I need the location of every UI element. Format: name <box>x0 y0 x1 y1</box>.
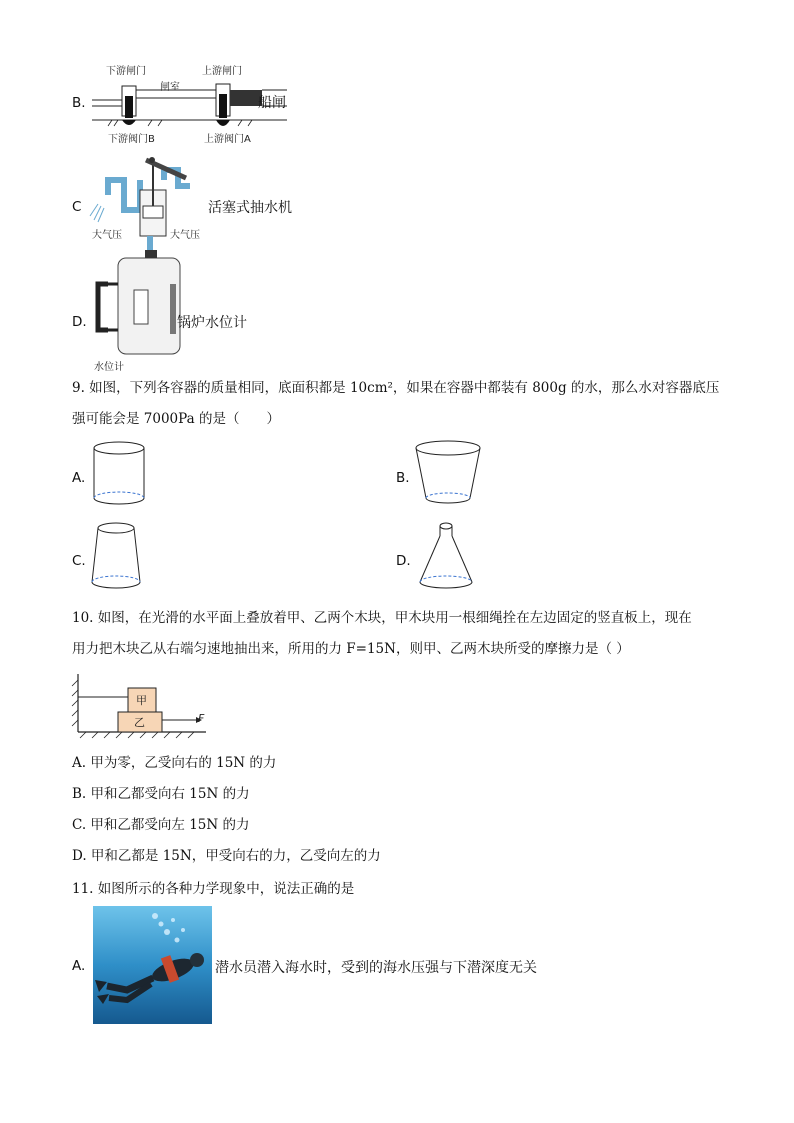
block-jia-label: 甲 <box>136 694 147 707</box>
force-f-label: F <box>198 712 205 725</box>
ship-lock-caption: 船闸 <box>258 95 286 111</box>
label-downstream-gate: 下游闸门 <box>106 66 146 77</box>
container-c-narrow-top <box>90 520 150 595</box>
block-yi-label: 乙 <box>134 716 145 729</box>
q8-option-b-letter: B. <box>72 95 86 111</box>
q9-option-a-letter: A. <box>72 470 86 486</box>
label-water-gauge: 水位计 <box>94 362 124 373</box>
stacked-blocks-figure <box>70 672 210 742</box>
q11-stem: 11. 如图所示的各种力学现象中，说法正确的是 <box>72 881 355 897</box>
q9-option-b-letter: B. <box>396 470 410 486</box>
boiler-gauge-caption: 锅炉水位计 <box>177 315 247 331</box>
label-atmospheric-pressure-left: 大气压 <box>92 230 122 241</box>
label-lock-chamber: 闸室 <box>160 82 180 93</box>
label-atmospheric-pressure-right: 大气压 <box>170 230 200 241</box>
q10-stem-line2: 用力把木块乙从右端匀速地抽出来，所用的力 F=15N，则甲、乙两木块所受的摩擦力是（ ） <box>72 641 630 657</box>
diver-photo <box>93 906 212 1024</box>
q9-stem-line1: 9. 如图，下列各容器的质量相同，底面积都是 10cm²，如果在容器中都装有 800g 的水，那么水对容器底压 <box>72 380 720 396</box>
q11-option-a-letter: A. <box>72 958 86 974</box>
q8-option-d-letter: D. <box>72 314 87 330</box>
q9-stem-line2: 强可能会是 7000Pa 的是（ ） <box>72 411 280 427</box>
q9-option-c-letter: C. <box>72 553 86 569</box>
q10-option-c: C. 甲和乙都受向左 15N 的力 <box>72 817 250 833</box>
q10-option-b: B. 甲和乙都受向右 15N 的力 <box>72 786 250 802</box>
label-upstream-gate: 上游闸门 <box>202 66 242 77</box>
label-upstream-valve-a: 上游阀门A <box>204 134 251 145</box>
boiler-gauge-diagram <box>90 244 190 354</box>
container-b-wide-top <box>414 440 484 510</box>
container-d-flask <box>414 520 480 595</box>
label-downstream-valve-b: 下游阀门B <box>108 134 155 145</box>
q11-option-a-text: 潜水员潜入海水时，受到的海水压强与下潜深度无关 <box>215 960 537 976</box>
container-a-cylinder <box>90 440 150 510</box>
piston-pump-figure <box>88 150 208 255</box>
q9-option-d-letter: D. <box>396 553 411 569</box>
piston-pump-caption: 活塞式抽水机 <box>208 200 292 216</box>
q10-option-d: D. 甲和乙都是 15N，甲受向右的力，乙受向左的力 <box>72 848 381 864</box>
boiler-gauge-figure <box>90 244 190 372</box>
q10-option-a: A. 甲为零，乙受向右的 15N 的力 <box>72 755 277 771</box>
q10-stem-line1: 10. 如图，在光滑的水平面上叠放着甲、乙两个木块，甲木块用一根细绳拴在左边固定的竖直板上，现在 <box>72 610 692 626</box>
q8-option-c-letter: C <box>72 199 82 215</box>
